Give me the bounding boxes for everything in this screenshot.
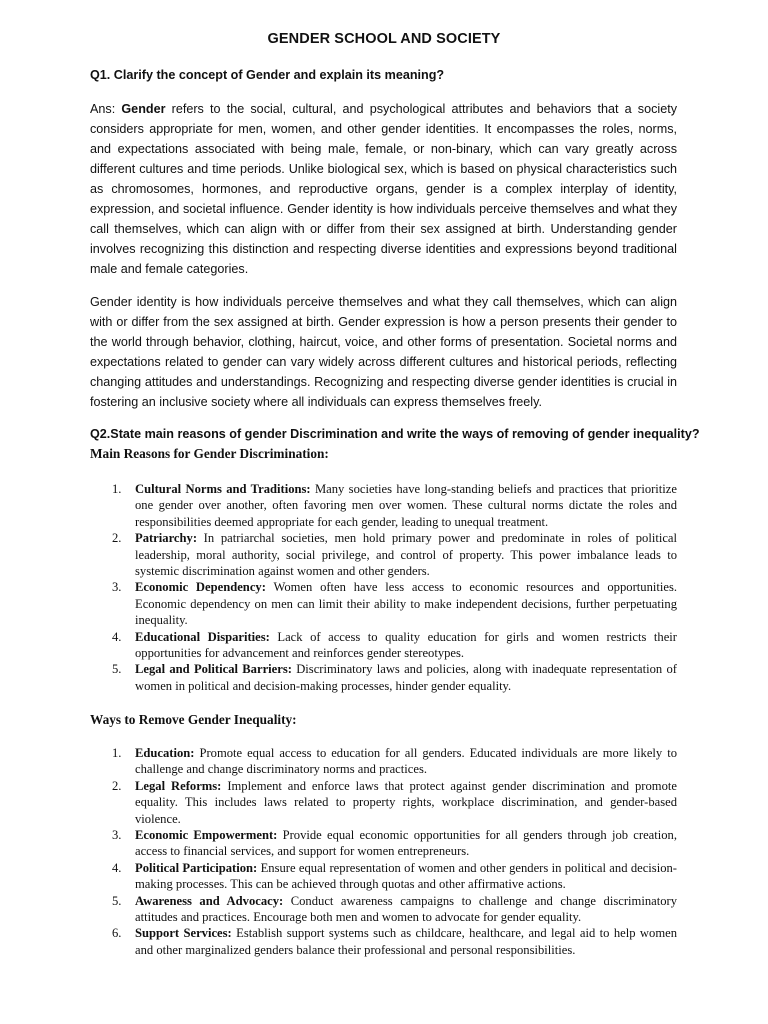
way-item xyxy=(109,745,677,778)
question-1: Q1. Clarify the concept of Gender and explain its meaning? xyxy=(90,68,445,82)
reason-item xyxy=(109,579,677,628)
way-term: Support Services: xyxy=(135,926,232,941)
list-number: 4. xyxy=(112,629,122,644)
list-number: 5. xyxy=(112,893,122,908)
answer-prefix: Ans: xyxy=(90,102,122,116)
ways-heading: Ways to Remove Gender Inequality: xyxy=(90,712,297,727)
list-number: 1. xyxy=(112,482,122,496)
way-item xyxy=(109,778,677,827)
list-number: 4. xyxy=(112,860,122,875)
way-text: Conduct awareness campaigns to challenge and change discriminatory attitudes and practices. Encourage both men and women to advocate for gender equality. xyxy=(135,893,677,925)
way-text: Promote equal access to education for all genders. Educated individuals are more likely to challenge and change discriminatory norms and practices. xyxy=(135,746,677,777)
reason-text: Women often have less access to economic resources and opportunities. Economic dependency on men can limit their ability to make independent decisions, further perpetuating inequality. xyxy=(135,580,677,628)
question-2: Q2.State main reasons of gender Discrimination and write the ways of removing of gender inequality? xyxy=(90,427,700,441)
reason-text: Many societies have long-standing beliefs and practices that prioritize one gender over another, often favoring men over women. These cultural norms dictate the roles and responsibilities deemed appropriate for each gender, leading to unequal treatment. xyxy=(135,482,677,529)
reason-text: Lack of access to quality education for girls and women restricts their opportunities for advancement and reinforces gender stereotypes. xyxy=(135,629,677,661)
reason-term: Cultural Norms and Traditions: xyxy=(135,482,311,496)
answer-term: Gender xyxy=(121,102,166,116)
way-item xyxy=(109,827,677,860)
answer-text: refers to the social, cultural, and psychological attributes and behaviors that a society considers appropriate for men, women, and other gender identities. It encompasses the roles, norms, and expectations associated with being male, female, or non-binary, which can vary greatly across different cultures and time periods. Unlike biological sex, which is based on physical characteristics such as chromosomes, hormones, and reproductive organs, gender is a complex interplay of identity, expression, and societal influence. Gender identity is how individuals perceive themselves and what they call themselves, which can align with or differ from their sex assigned at birth. Understanding gender involves recognizing this distinction and respecting diverse identities and expressions beyond traditional male and female categories. xyxy=(90,102,678,276)
reason-term: Patriarchy: xyxy=(135,531,198,546)
way-term: Awareness and Advocacy: xyxy=(135,893,284,908)
list-number: 5. xyxy=(112,662,122,677)
way-item xyxy=(109,925,677,958)
reason-term: Legal and Political Barriers: xyxy=(135,662,292,677)
way-text: Implement and enforce laws that protect against gender discrimination and promote equality. This includes laws related to property rights, workplace discrimination, and gender-based violence. xyxy=(135,778,677,826)
reason-term: Economic Dependency: xyxy=(135,580,266,595)
answer-paragraph-1 xyxy=(90,99,677,279)
reason-text: Discriminatory laws and policies, along with inadequate representation of women in political and decision-making processes, hinder gender equality. xyxy=(135,662,677,693)
document-title: GENDER SCHOOL AND SOCIETY xyxy=(267,31,501,47)
way-term: Legal Reforms: xyxy=(135,778,222,793)
reason-text: In patriarchal societies, men hold primary power and predominate in roles of political leadership, moral authority, social privilege, and control of property. This power imbalance leads to systemic discrimination against women and other genders. xyxy=(135,531,677,579)
way-term: Education: xyxy=(135,746,195,760)
reason-item xyxy=(109,629,677,662)
reasons-heading: Main Reasons for Gender Discrimination: xyxy=(90,446,329,461)
list-number: 3. xyxy=(112,828,122,843)
way-text: Provide equal economic opportunities for all genders through job creation, access to financial services, and support for women entrepreneurs. xyxy=(135,828,677,859)
ways-list xyxy=(109,745,677,958)
list-number: 1. xyxy=(112,746,122,760)
way-item xyxy=(109,893,677,926)
list-number: 3. xyxy=(112,580,122,595)
list-number: 2. xyxy=(112,531,122,546)
way-term: Economic Empowerment: xyxy=(135,828,278,843)
way-text: Ensure equal representation of women and other genders in political and decision-making processes. This can be achieved through quotas and other affirmative actions. xyxy=(135,860,677,892)
way-item xyxy=(109,860,677,893)
reason-item xyxy=(109,530,677,579)
list-number: 6. xyxy=(112,926,122,941)
reason-item xyxy=(109,661,677,694)
way-term: Political Participation: xyxy=(135,860,258,875)
reason-term: Educational Disparities: xyxy=(135,629,270,644)
answer-paragraph-2: Gender identity is how individuals perceive themselves and what they call themselves, which can align with or differ from the sex assigned at birth. Gender expression is how a person presents their gender to the world through behavior, clothing, haircut, voice, and other forms of presentation. Societal norms and expectations related to gender can vary widely across different cultures and historical periods, reflecting changing attitudes and understandings. Recognizing and respecting diverse gender identities is crucial in fostering an inclusive society where all individuals can express themselves freely. xyxy=(90,295,677,409)
list-number: 2. xyxy=(112,778,122,793)
reason-item xyxy=(109,481,677,530)
reasons-list xyxy=(109,481,677,694)
way-text: Establish support systems such as childcare, healthcare, and legal aid to help women and other marginalized genders balance their professional and personal responsibilities. xyxy=(135,926,677,957)
